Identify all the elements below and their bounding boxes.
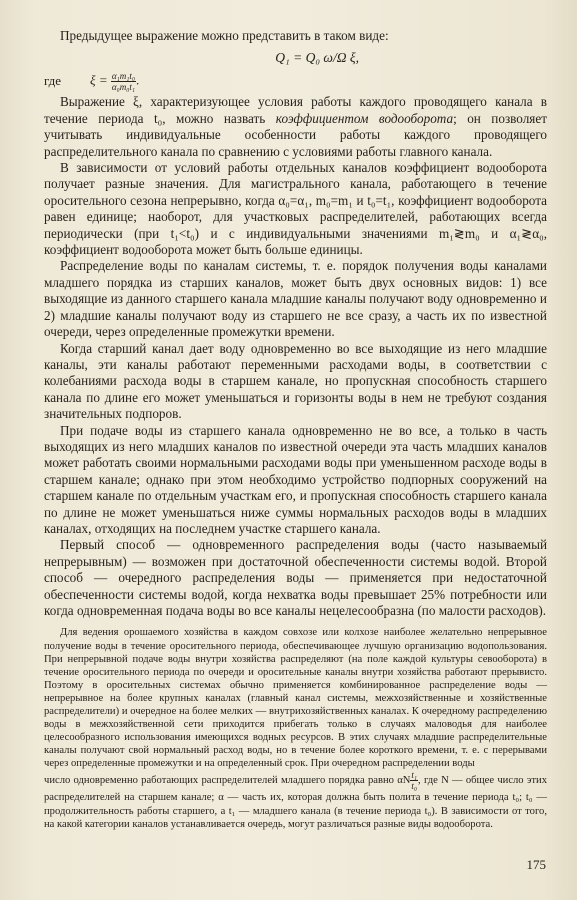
xi-numerator: α₁m₁t₀	[111, 70, 135, 81]
note2-text-b: , где N — общее число этих распределителей на старшем канале; α — часть их, которая должна быть полита в течение периода t₀; t₀ — продолжительность работы старшего, а t₁ — младшего канала (в течение периода t₀). В зависимости от того, на какой категории каналов устанавливается очередь, могут различаться разные виды водооборота.	[44, 775, 547, 830]
xi-lhs: ξ =	[90, 72, 108, 88]
paragraph-4: Когда старший канал дает воду одновременно во все выходящие из него младшие каналы, эти каналы работают переменными расходами воды, в соответствии с колебаниями расхода воды в старшем канале, но пропускная способность старшего канала по длине его может уменьшаться и горизонты воды в нем не требуют создания значительных подпоров.	[44, 340, 547, 422]
intro-text: Предыдущее выражение можно представить в таком виде:	[60, 28, 389, 43]
xi-fraction	[111, 71, 136, 92]
paragraph-6: Первый способ — одновременного распределения воды (часто называемый непрерывным) — возможен при достаточной обеспеченности системы водой. Второй способ — очередного распределения воды — применяется при недостаточной обеспеченности системы водой, когда нехватка воды превышает 25% потребности или когда одновременная подача воды во все каналы нецелесообразна (по малости расходов).	[44, 537, 547, 618]
where-label: где	[44, 73, 62, 89]
paragraph-5: При подаче воды из старшего канала одновременно не во все, а только в часть выходящих из него младших каналов по известной очереди эта часть младших каналов может работать своими нормальными расходами воды при уменьшенном расходе воды в старшем канале; однако при этом необходимо устройство подпорных сооружений на старшем канале по отдельным участкам его, и пропускная способность старшего канала по длине не может уменьшаться ниже суммы нормальных расходов воды в младших каналах, отходящих на последнем участке старшего канала.	[44, 422, 547, 536]
text-column	[44, 28, 547, 831]
p1-text-b: ; он позволяет учитывать индивидуальные особенности работы каждого проводящего распределительного канала по сравнению с условиями работы главного канала.	[44, 110, 547, 159]
note-paragraph-continued	[44, 770, 547, 830]
paragraph-2: В зависимости от условий работы отдельных каналов коэффициент водооборота получает разные значения. Для магистрального канала, работающего в течение оросительного сезона непрерывно, когда α₀=α₁, m₀=m₁ и t₀=t₁, коэффициент водооборота равен единице; наоборот, для участковых распределителей, работающих всегда периодически (при t₁<t₀) и с индивидуальными значениями m₁≷m₀ и α₁≷α₀, коэффициент водооборота может быть больше единицы.	[44, 160, 547, 258]
t-ratio-fraction	[410, 770, 418, 791]
where-line	[44, 70, 547, 92]
t-ratio-denominator: t₀	[411, 781, 418, 792]
p1-text-a: Выражение ξ, характеризующее условия работы каждого проводящего канала в течение периода t₀, можно назвать	[44, 94, 547, 126]
page-number: 175	[526, 857, 546, 872]
xi-definition: ξ = $\frac{\text{α₁m₁t₀}}{\text{α₀m₀t₁}}$ .	[90, 70, 140, 92]
note2-text-a: число одновременно работающих распределителей младшего порядка равно αN	[44, 775, 411, 787]
paragraph-3: Распределение воды по каналам системы, т. е. порядок получения воды каналами младшего порядка из старших каналов, может быть двух основных видов: 1) все выходящие из данного старшего канала младшие каналы получают воду одновременно и 2) младшие каналы получают воду из старшего не все сразу, а часть их по известной очереди, через определенные промежутки времени.	[44, 258, 547, 340]
note-paragraph: Для ведения орошаемого хозяйства в каждом совхозе или колхозе наиболее желательно непрерывное получение воды в течение оросительного периода, обеспечивающее лучшую организацию водопользования. При непрерывной подаче воды внутри хозяйства распределяют (на поле каждой культуры севооборота) в течение оросительного периода по очереди и оросительные каналы внутри хозяйства работают прерывисто. Поэтому в оросительных системах обычно применяется комбинированное распределение воды — непрерывное на более крупных каналах (главный канал системы, межхозяйственные и хозяйственные распределители) и очередное на более мелких — внутрихозяйственных каналах. К очередному распределению воды в межхозяйственной сети приходится прибегать только в случаях маловодья для наиболее целесообразного использования имеющихся водных ресурсов. В этих случаях младшие распределительные каналы получают свой нормальный расход воды, но в течение более короткого времени, т. е. с перерывами через определенные промежутки и на определенный срок. При очередном распределении воды	[44, 627, 547, 770]
formula-q1: Q₁ = Q₀ ω/Ω ξ,	[275, 50, 359, 66]
term-water-rotation-coefficient: коэффициентом водооборота	[275, 110, 454, 126]
xi-denominator: α₀m₀t₁	[111, 81, 135, 92]
paragraph-1	[44, 94, 547, 160]
t-ratio-numerator: t₁	[411, 770, 418, 781]
